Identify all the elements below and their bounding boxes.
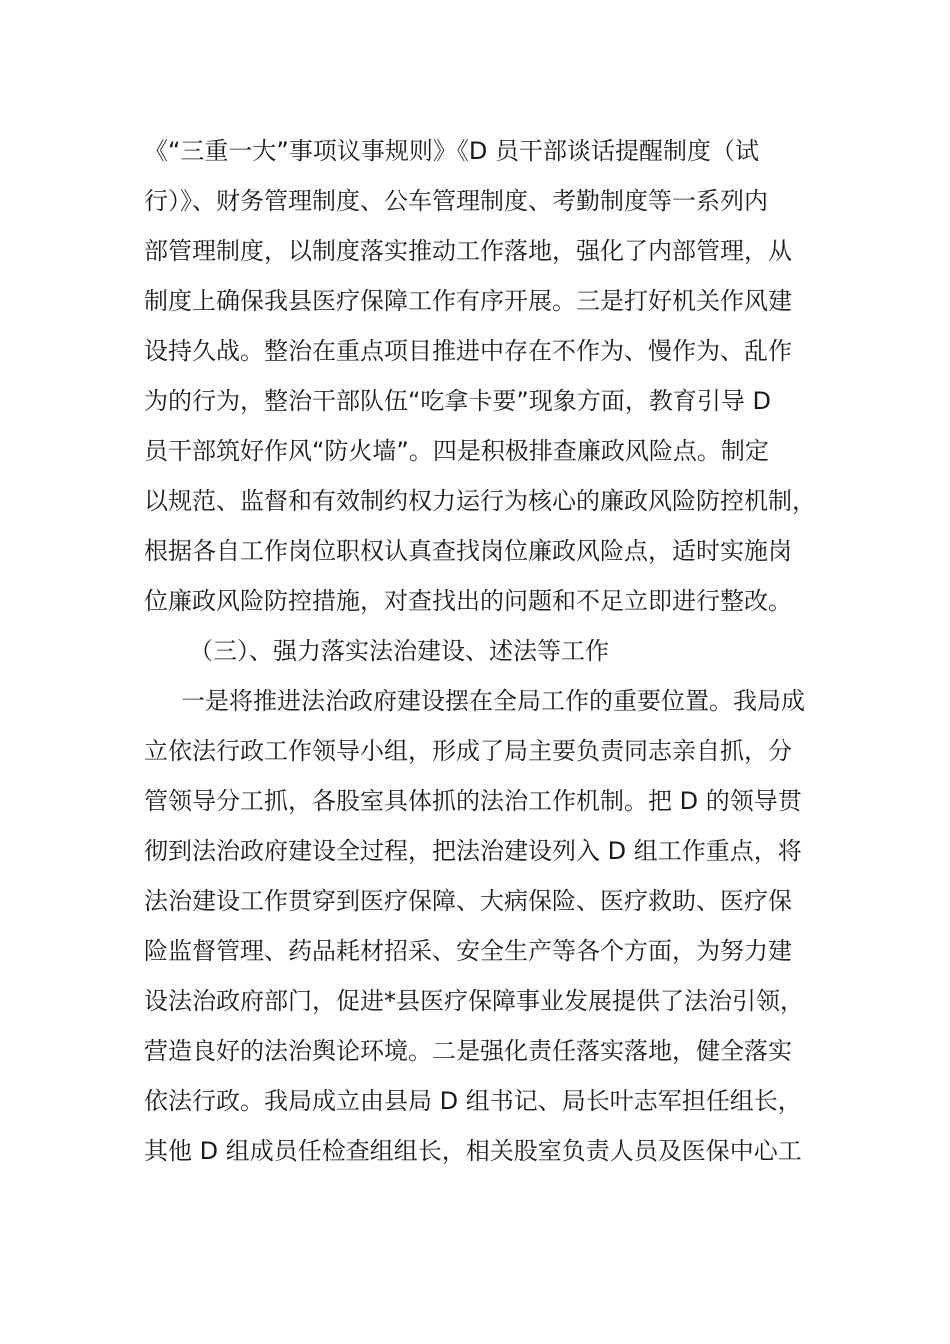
text-line: 制度上确保我县医疗保障工作有序开展。三是打好机关作风建	[144, 287, 792, 315]
text-line: 根据各自工作岗位职权认真查找岗位廉政风险点，适时实施岗	[144, 537, 792, 565]
text-line: 行）》、财务管理制度、公车管理制度、考勤制度等一系列内	[144, 187, 768, 215]
text-line: 《“三重一大”事项议事规则》《D 员干部谈话提醒制度（试	[144, 137, 759, 165]
text-line: 彻到法治政府建设全过程，把法治建设列入 D 组工作重点，将	[144, 837, 802, 865]
text-line: 营造良好的法治舆论环境。二是强化责任落实落地，健全落实	[144, 1037, 792, 1065]
text-line: 险监督管理、药品耗材招采、安全生产等各个方面，为努力建	[144, 937, 792, 965]
text-line: 立依法行政工作领导小组，形成了局主要负责同志亲自抓，分	[144, 737, 792, 765]
text-line: 法治建设工作贯穿到医疗保障、大病保险、医疗救助、医疗保	[144, 887, 792, 915]
text-line: 其他 D 组成员任检查组组长，相关股室负责人员及医保中心工	[144, 1137, 802, 1165]
text-line: 以规范、监督和有效制约权力运行为核心的廉政风险防控机制，	[144, 487, 816, 515]
text-line: 管领导分工抓，各股室具体抓的法治工作机制。把 D 的领导贯	[144, 787, 802, 815]
text-line: 依法行政。我局成立由县局 D 组书记、局长叶志军担任组长，	[144, 1087, 802, 1115]
text-line: 一是将推进法治政府建设摆在全局工作的重要位置。我局成	[181, 687, 805, 715]
text-line: 设法治政府部门，促进*县医疗保障事业发展提供了法治引领，	[144, 987, 804, 1015]
text-line: 部管理制度，以制度落实推动工作落地，强化了内部管理，从	[144, 237, 792, 265]
text-line: 员干部筑好作风“防火墙”。四是积极排查廉政风险点。制定	[144, 437, 769, 465]
section-heading: （三）、强力落实法治建设、述法等工作	[189, 637, 609, 665]
text-line: 位廉政风险防控措施，对查找出的问题和不足立即进行整改。	[144, 587, 792, 615]
text-line: 设持久战。整治在重点项目推进中存在不作为、慢作为、乱作	[144, 337, 792, 365]
text-line: 为的行为，整治干部队伍“吃拿卡要”现象方面，教育引导 D	[144, 387, 771, 415]
